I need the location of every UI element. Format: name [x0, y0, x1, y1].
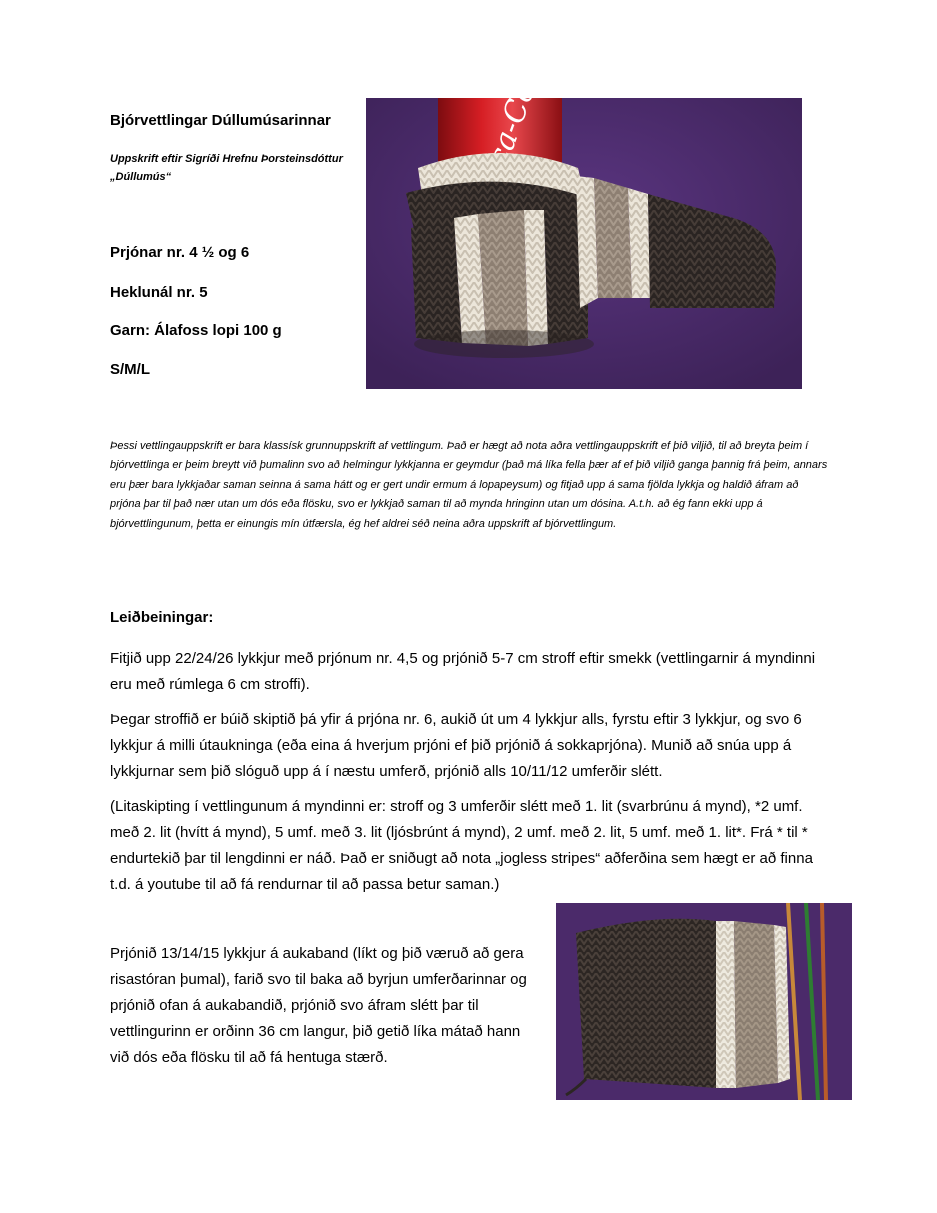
instructions-heading: Leiðbeiningar:	[110, 609, 214, 626]
instruction-paragraph: Fitjið upp 22/24/26 lykkjur með prjónum nr. 4,5 og prjónið 5-7 cm stroff eftir smekk (vettlingarnir á myndinni eru með rúmlega 6 cm stroffi).	[110, 650, 816, 693]
yarn-spec: Garn: Álafoss lopi 100 g	[110, 322, 282, 339]
needles-spec: Prjónar nr. 4 ½ og 6	[110, 244, 250, 261]
instruction-paragraph: (Litaskipting í vettlingunum á myndinni er: stroff og 3 umferðir slétt með 1. lit (svarbrúnu á mynd), *2 umf. með 2. lit (hvítt á mynd), 5 umf. með 3. lit (ljósbrúnt á mynd), 2 umf. með 2. lit, 5 umf. með 1. lit*. Frá * til * endurtekið þar til lengdinni er náð. Það er sniðugt að nota „jogless stripes“ aðferðina sem hægt er að finna t.d. á youtube til að fá rendurnar til að passa betur saman.)	[110, 798, 813, 893]
sizes-spec: S/M/L	[110, 361, 150, 378]
mitten-in-progress-photo	[556, 903, 852, 1100]
intro-paragraph: Þessi vettlingauppskrift er bara klassísk grunnuppskrift af vettlingum. Það er hægt að nota aðra vettlingauppskrift ef þið viljið, til að breyta þeim í bjórvettlinga er þeim breytt við þumalinn svo að helmingur lykkjanna er geymdur (það má líka fella þær af ef þið viljið ganga þannig frá þeim, annars eru þær bara lykkjaðar saman seinna á sama hátt og er gert undir ermum á lopapeysum) og fitjað upp á sama fjölda lykkja og haldið áfram að prjóna þar til það nær utan um dós eða flösku, svo er lykkjað saman til að mynda hringinn utan um dósina. A.t.h. að ég fann ekki upp á bjórvettlingunum, þetta er einungis mín útfærsla, ég hef aldrei séð neina aðra uppskrift af bjórvettlingum.	[110, 440, 828, 530]
mitten-with-can-photo	[366, 98, 802, 389]
instruction-paragraph: Þegar stroffið er búið skiptið þá yfir á prjóna nr. 6, aukið út um 4 lykkjur alls, fyrstu eftir 3 lykkjur, og svo 6 lykkjur á milli útaukninga (eða eina á hverjum prjóni ef þið prjónið á sokkaprjóna). Munið að snúa upp á lykkjurnar sem þið slóguð upp á í næstu umferð, prjónið alls 10/11/12 umferðir slétt.	[110, 711, 802, 780]
instruction-paragraph: Prjónið 13/14/15 lykkjur á aukaband (líkt og þið væruð að gera risastóran þumal), farið svo til baka að byrjun umferðarinnar og prjónið ofan á aukabandið, prjónið svo áfram slétt þar til vettlingurinn er orðinn 36 cm langur, þið getið líka mátað hann við dós eða flösku til að fá hentuga stærð.	[110, 945, 527, 1066]
crochet-hook-spec: Heklunál nr. 5	[110, 284, 208, 301]
document-title: Bjórvettlingar Dúllumúsarinnar	[110, 112, 331, 129]
author-byline: Uppskrift eftir Sigríði Hrefnu Þorsteinsdóttur „Dúllumús“	[110, 153, 343, 183]
